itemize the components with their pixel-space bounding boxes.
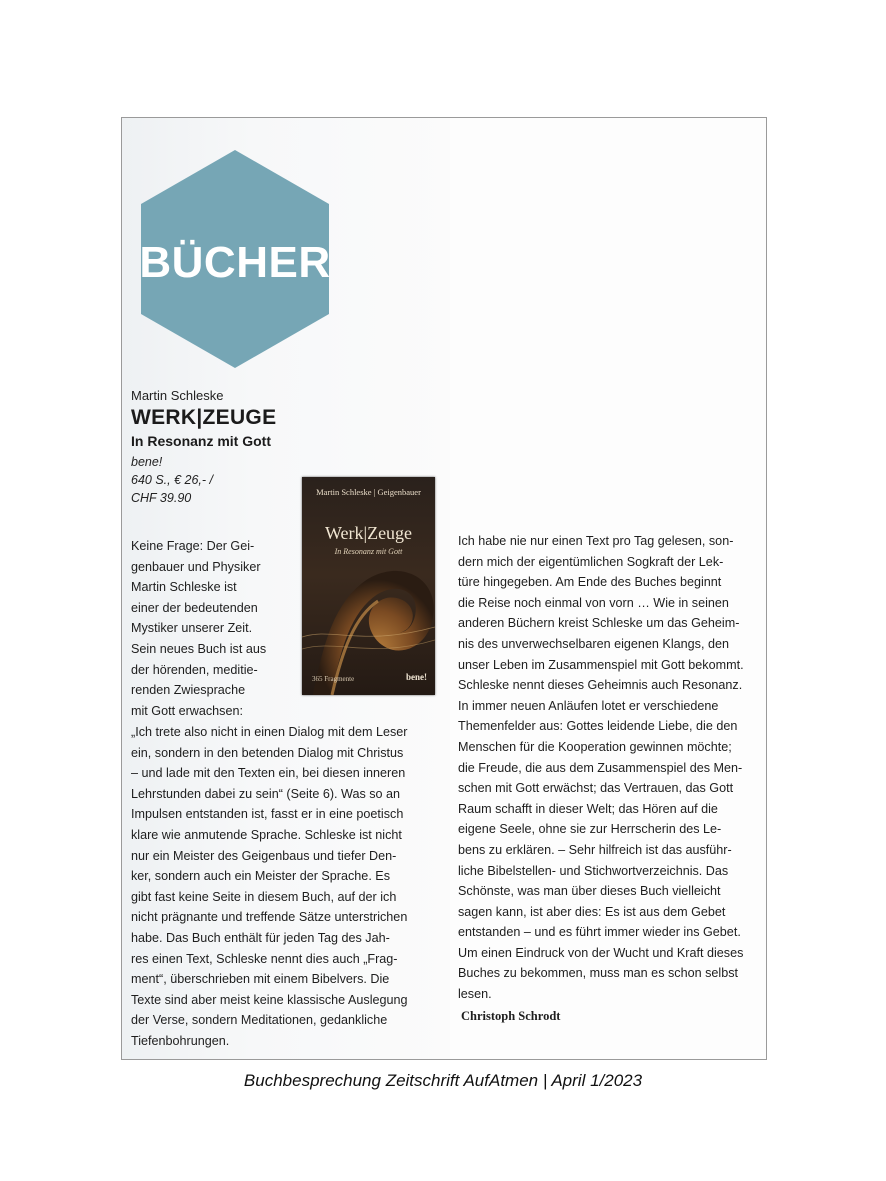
text-line: anderen Büchern kreist Schleske um das Geheim-	[458, 616, 740, 631]
page-caption: Buchbesprechung Zeitschrift AufAtmen | April 1/2023	[243, 1071, 643, 1090]
text-line: entstanden – und es führt immer wieder ins Gebet.	[458, 925, 741, 940]
text-line: genbauer und Physiker	[131, 559, 261, 574]
violin-scroll-icon	[302, 477, 435, 695]
text-line: res einen Text, Schleske nennt dies auch „Frag-	[131, 951, 398, 966]
text-line: sagen kann, ist aber dies: Es ist aus dem Gebet	[458, 904, 726, 919]
book-cover-image	[302, 477, 435, 695]
text-line: unser Leben im Zusammenspiel mit Gott bekommt.	[458, 657, 744, 672]
text-line: ker, sondern auch ein Meister der Sprache. Es	[131, 869, 391, 884]
section-badge	[139, 150, 331, 368]
text-line: Keine Frage: Der Gei-	[131, 539, 255, 553]
cover-author: Martin Schleske | Geigenbauer	[316, 487, 421, 497]
text-line: schen mit Gott erwächst; das Vertrauen, das Gott	[458, 781, 734, 796]
text-line: renden Zwiesprache	[131, 683, 246, 698]
review-signature: Christoph Schrodt	[461, 1009, 561, 1023]
text-line: „Ich trete also nicht in einen Dialog mit dem Leser	[131, 725, 408, 739]
cover-title: Werk|Zeuge	[324, 523, 413, 543]
review-left-wide	[131, 722, 441, 1052]
text-line: Martin Schleske ist	[131, 580, 237, 595]
article-clipping	[121, 117, 767, 1060]
text-line: nis des unverwechselbaren eigenen Klangs, den	[458, 636, 729, 651]
book-author: Martin Schleske	[131, 388, 224, 403]
text-line: Themenfelder aus: Gottes leidende Liebe, die den	[458, 719, 738, 734]
text-line: die Reise noch einmal von vorn … Wie in seinen	[458, 595, 729, 610]
text-line: Impulsen entstanden ist, fasst er in eine poetisch	[131, 807, 404, 822]
review-right-column	[458, 531, 758, 1005]
text-line: klare wie anmutende Sprache. Schleske ist nicht	[131, 827, 402, 842]
cover-publisher: bene!	[406, 672, 427, 682]
text-line: einer der bedeutenden	[131, 600, 258, 615]
text-line: lesen.	[458, 987, 492, 1002]
text-line: dern mich der eigentümlichen Sogkraft der Lek-	[458, 554, 724, 569]
text-line: gibt fast keine Seite in diesem Buch, auf der ich	[131, 889, 397, 904]
text-line: Menschen für die Kooperation gewinnen möchte;	[458, 739, 732, 754]
text-line: bens zu erklären. – Sehr hilfreich ist das ausführ-	[458, 842, 732, 857]
section-badge-label: BÜCHER	[139, 238, 331, 287]
cover-subtitle: In Resonanz mit Gott	[334, 547, 403, 556]
text-line: der hörenden, meditie-	[131, 662, 258, 677]
text-line: habe. Das Buch enthält für jeden Tag des Jah-	[131, 930, 390, 945]
text-line: Texte sind aber meist keine klassische Auslegung	[131, 992, 408, 1007]
text-line: türe hingegeben. Am Ende des Buches beginnt	[458, 575, 722, 590]
review-left-narrow	[131, 536, 296, 721]
book-title: WERK|ZEUGE	[131, 406, 277, 429]
text-line: nur ein Meister des Geigenbaus und tiefer Den-	[131, 848, 397, 863]
text-line: ein, sondern in den betenden Dialog mit Christus	[131, 745, 404, 760]
text-line: Lehrstunden dabei zu sein“ (Seite 6). Was so an	[131, 786, 401, 801]
text-line: mit Gott erwachsen:	[131, 703, 243, 718]
book-price: 640 S., € 26,- /	[131, 473, 213, 487]
book-price-chf: CHF 39.90	[131, 491, 192, 505]
text-line: Sein neues Buch ist aus	[131, 641, 267, 656]
book-publisher: bene!	[131, 455, 163, 469]
text-line: In immer neuen Anläufen lotet er verschiedene	[458, 698, 719, 713]
text-line: Tiefenbohrungen.	[131, 1033, 230, 1048]
text-line: nicht prägnante und treffende Sätze unterstrichen	[131, 910, 408, 925]
text-line: Schönste, was man über dieses Buch vielleicht	[458, 884, 721, 899]
text-line: ment“, überschrieben mit einem Bibelvers. Die	[131, 972, 390, 987]
cover-fragments: 365 Fragmente	[312, 675, 355, 683]
text-line: Raum schafft in dieser Welt; das Hören auf die	[458, 801, 718, 816]
text-line: Ich habe nie nur einen Text pro Tag gelesen, son-	[458, 534, 734, 548]
text-line: die Freude, die aus dem Zusammenspiel des Men-	[458, 760, 743, 775]
text-line: liche Bibelstellen- und Stichwortverzeichnis. Das	[458, 863, 729, 878]
text-line: Buches zu bekommen, muss man es schon selbst	[458, 966, 738, 981]
text-line: eigene Seele, ohne sie zur Herrscherin des Le-	[458, 822, 722, 837]
text-line: – und lade mit den Texten ein, bei diesen inneren	[131, 766, 406, 781]
text-line: Mystiker unserer Zeit.	[131, 621, 253, 636]
book-subtitle: In Resonanz mit Gott	[131, 433, 271, 449]
text-line: Schleske nennt dieses Geheimnis auch Resonanz.	[458, 678, 743, 693]
text-line: der Verse, sondern Meditationen, gedankliche	[131, 1013, 388, 1028]
text-line: Um einen Eindruck von der Wucht und Kraft dieses	[458, 945, 744, 960]
